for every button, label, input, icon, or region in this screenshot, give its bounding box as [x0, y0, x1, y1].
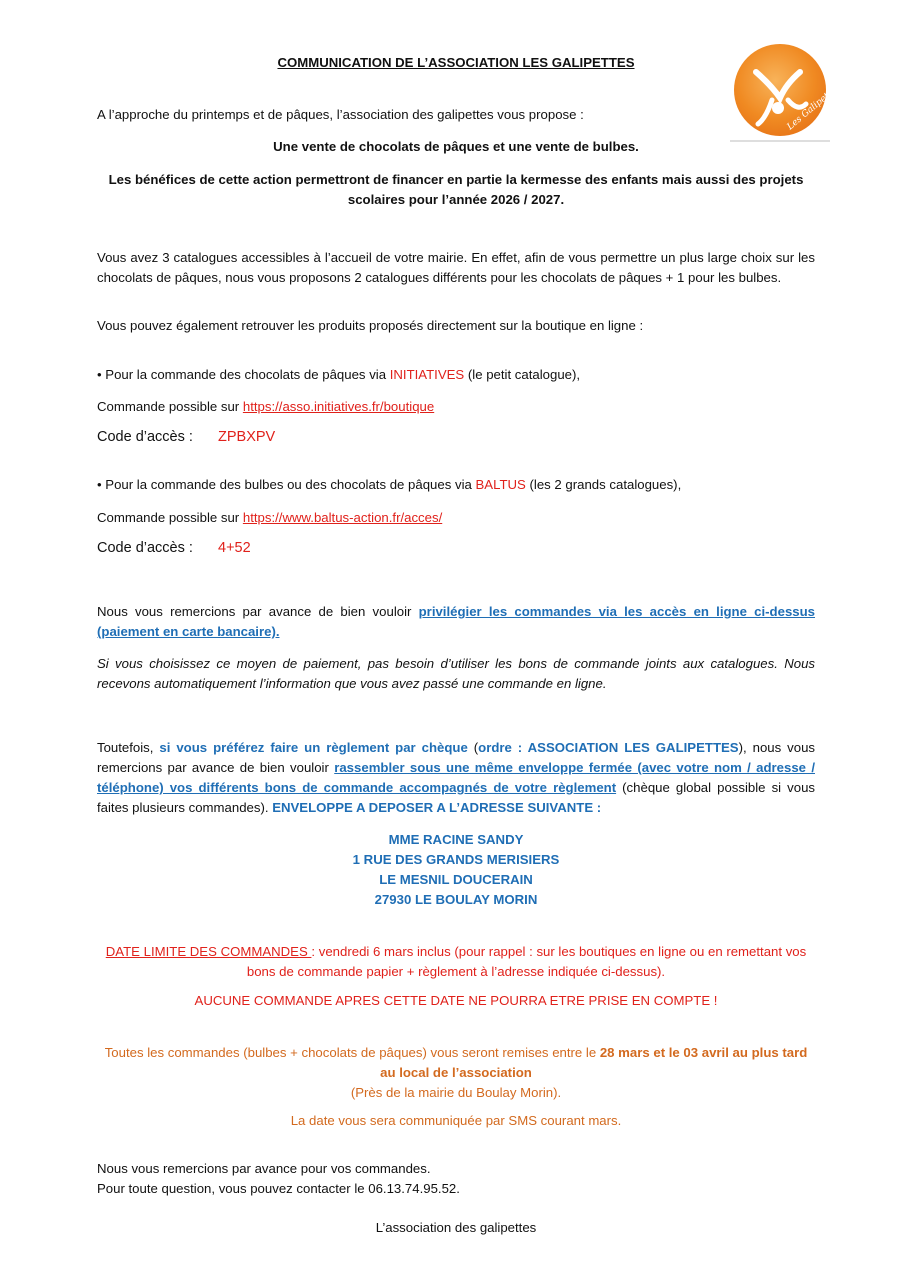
benefits-text: Les bénéfices de cette action permettront de financer en partie la kermesse des enfants mais aussi des projets scolaires pour l’année 2026 / 2027.	[108, 172, 804, 207]
address-line: LE MESNIL DOUCERAIN	[379, 872, 533, 887]
baltus-code-line	[97, 538, 815, 558]
baltus-code: 4+52	[218, 540, 251, 556]
online-payment-link: privilégier les commandes via les accès en ligne ci-dessus (paiement en carte bancaire).	[97, 604, 815, 639]
deadline-label: DATE LIMITE DES COMMANDES	[105, 944, 312, 959]
address-line: 27930 LE BOULAY MORIN	[374, 892, 538, 907]
signature: L’association des galipettes	[375, 1220, 537, 1235]
catalogues-text: Vous avez 3 catalogues accessibles à l’accueil de votre mairie. En effet, afin de vous permettre un plus large choix sur les chocolats de pâques, nous vous proposons 2 catalogues différents pour les chocolats de pâques + 1 pour les bulbes.	[97, 250, 815, 285]
online-shop-text: Vous pouvez également retrouver les produits proposés directement sur la boutique en ligne :	[97, 318, 644, 333]
deadline-warning: AUCUNE COMMANDE APRES CETTE DATE NE POURRA ETRE PRISE EN COMPTE !	[194, 993, 718, 1008]
headline: Une vente de chocolats de pâques et une vente de bulbes.	[273, 139, 639, 154]
deadline-text: DATE LIMITE DES COMMANDES : vendredi 6 mars inclus (pour rappel : sur les boutiques en ligne ou en remettant vos bons de commande papier + règlement à l’adresse indiquée ci-dessus).	[105, 944, 807, 979]
delivery-location: (Près de la mairie du Boulay Morin).	[350, 1085, 562, 1100]
baltus-bullet: • Pour la commande des bulbes ou des chocolats de pâques via BALTUS (les 2 grands catalogues),	[97, 477, 682, 492]
closing-thanks: Nous vous remercions par avance pour vos commandes.	[97, 1161, 431, 1176]
logo-text: Les Galipettes	[785, 82, 843, 133]
code-label: Code d’accès :	[97, 429, 193, 445]
initiatives-brand: INITIATIVES	[389, 367, 465, 382]
online-payment-text: Nous vous remercions par avance de bien vouloir privilégier les commandes via les accès en ligne ci-dessus (paiement en carte bancaire).	[97, 604, 815, 639]
cheque-paragraph: Toutefois, si vous préférez faire un règlement par chèque (ordre : ASSOCIATION LES GALIPETTES), nous vous remercions par avance de bien vouloir rassembler sous une même enveloppe fermée (avec votre nom / adresse / téléphone) vos différents bons de commande accompagnés de votre règlement (chèque global possible si vous faites plusieurs commandes). ENVELOPPE A DEPOSER A L’ADRESSE SUIVANTE :	[97, 740, 816, 815]
initiatives-order-line: Commande possible sur https://asso.initiatives.fr/boutique	[97, 399, 435, 414]
baltus-brand: BALTUS	[475, 477, 526, 492]
closing-contact: Pour toute question, vous pouvez contacter le 06.13.74.95.52.	[97, 1181, 460, 1196]
envelope-instructions: rassembler sous une même enveloppe fermée (avec votre nom / adresse / téléphone) vos différents bons de commande accompagnés de votre règlement	[97, 760, 815, 795]
address-block	[97, 830, 815, 910]
deposit-heading: ENVELOPPE A DEPOSER A L’ADRESSE SUIVANTE :	[272, 800, 602, 815]
delivery-dates: 28 mars et le 03 avril au plus tard au local de l’association	[380, 1045, 808, 1080]
intro-text: A l’approche du printemps et de pâques, l’association des galipettes vous propose :	[97, 107, 584, 122]
delivery-text: Toutes les commandes (bulbes + chocolats de pâques) vous seront remises entre le 28 mars et le 03 avril au plus tard au local de l’association (Près de la mairie du Boulay Morin).	[104, 1045, 808, 1100]
cheque-order: ordre : ASSOCIATION LES GALIPETTES	[478, 740, 739, 755]
code-label: Code d’accès :	[97, 540, 193, 556]
initiatives-link[interactable]: https://asso.initiatives.fr/boutique	[242, 399, 435, 414]
baltus-link[interactable]: https://www.baltus-action.fr/acces/	[242, 510, 443, 525]
initiatives-code-line	[97, 427, 815, 447]
address-line: MME RACINE SANDY	[388, 832, 524, 847]
initiatives-bullet: • Pour la commande des chocolats de pâques via INITIATIVES (le petit catalogue),	[97, 367, 581, 382]
address-line: 1 RUE DES GRANDS MERISIERS	[352, 852, 560, 867]
initiatives-code: ZPBXPV	[218, 429, 276, 445]
page-title: COMMUNICATION DE L’ASSOCIATION LES GALIPETTES	[277, 55, 635, 70]
sms-note: La date vous sera communiquée par SMS courant mars.	[290, 1113, 622, 1128]
baltus-order-line: Commande possible sur https://www.baltus-action.fr/acces/	[97, 510, 443, 525]
italic-note: Si vous choisissez ce moyen de paiement, pas besoin d’utiliser les bons de commande joints aux catalogues. Nous recevons automatiquement l’information que vous avez passé une commande en ligne.	[97, 656, 815, 691]
cheque-highlight: si vous préférez faire un règlement par chèque	[159, 740, 468, 755]
